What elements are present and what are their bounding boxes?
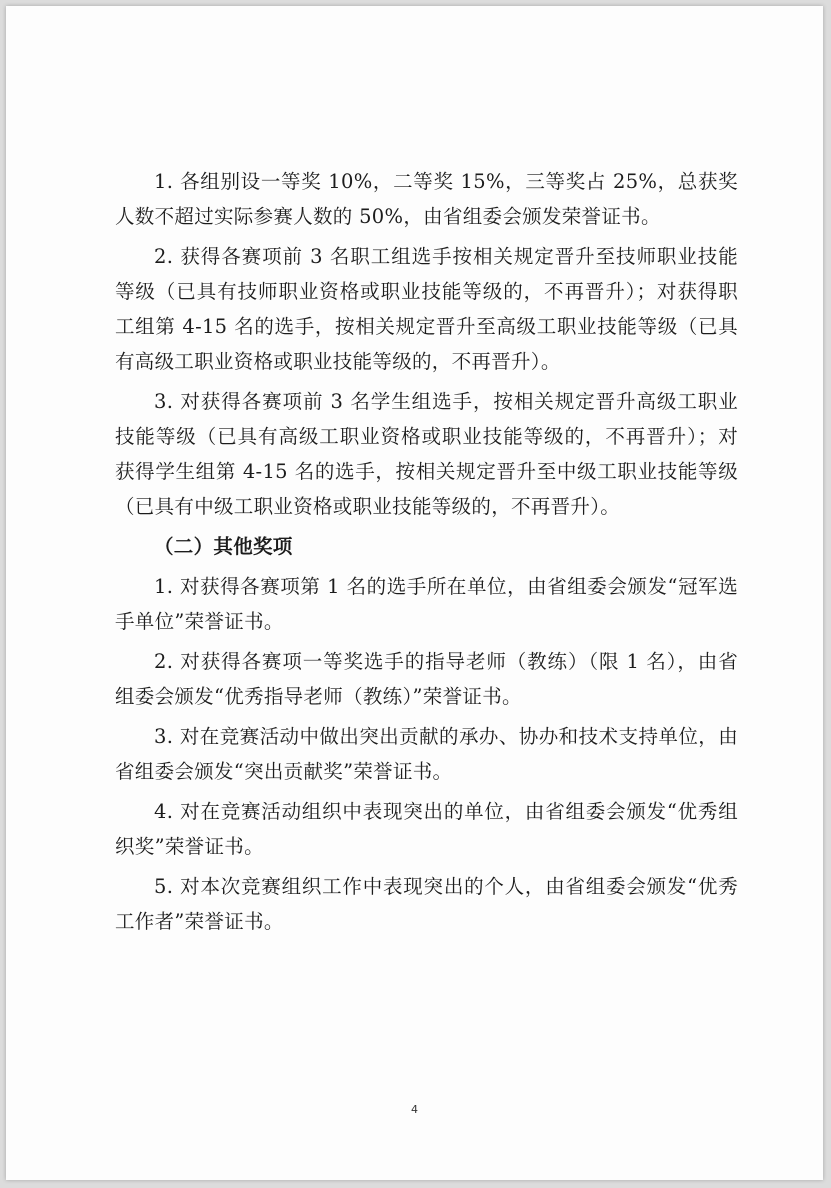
award-paragraph-3: 3. 对获得各赛项前 3 名学生组选手，按相关规定晋升高级工职业技能等级（已具有高级工职业资格或职业技能等级的，不再晋升）；对获得学生组第 4-15 名的选手，按相关规定晋升至中级工职业技能等级（已具有中级工职业资格或职业技能等级的，不再晋升）。 — [115, 390, 738, 518]
other-award-item-4: 4. 对在竞赛活动组织中表现突出的单位，由省组委会颁发“优秀组织奖”荣誉证书。 — [115, 800, 738, 858]
award-paragraph-2: 2. 获得各赛项前 3 名职工组选手按相关规定晋升至技师职业技能等级（已具有技师职业资格或职业技能等级的，不再晋升）；对获得职工组第 4-15 名的选手，按相关规定晋升至高级工职业技能等级（已具有高级工职业资格或职业技能等级的，不再晋升）。 — [115, 245, 738, 373]
other-award-item-1: 1. 对获得各赛项第 1 名的选手所在单位，由省组委会颁发“冠军选手单位”荣誉证书。 — [115, 575, 738, 633]
document-body — [115, 164, 738, 944]
document-page — [6, 6, 823, 1180]
section-heading: （二）其他奖项 — [154, 535, 293, 558]
other-award-item-5: 5. 对本次竞赛组织工作中表现突出的个人，由省组委会颁发“优秀工作者”荣誉证书。 — [115, 875, 738, 933]
award-paragraph-1: 1. 各组别设一等奖 10%，二等奖 15%，三等奖占 25%，总获奖人数不超过实际参赛人数的 50%，由省组委会颁发荣誉证书。 — [115, 170, 738, 228]
other-award-item-3: 3. 对在竞赛活动中做出突出贡献的承办、协办和技术支持单位，由省组委会颁发“突出贡献奖”荣誉证书。 — [115, 725, 738, 783]
page-number: 4 — [411, 1103, 418, 1116]
other-award-item-2: 2. 对获得各赛项一等奖选手的指导老师（教练）（限 1 名），由省组委会颁发“优秀指导老师（教练）”荣誉证书。 — [115, 650, 738, 708]
